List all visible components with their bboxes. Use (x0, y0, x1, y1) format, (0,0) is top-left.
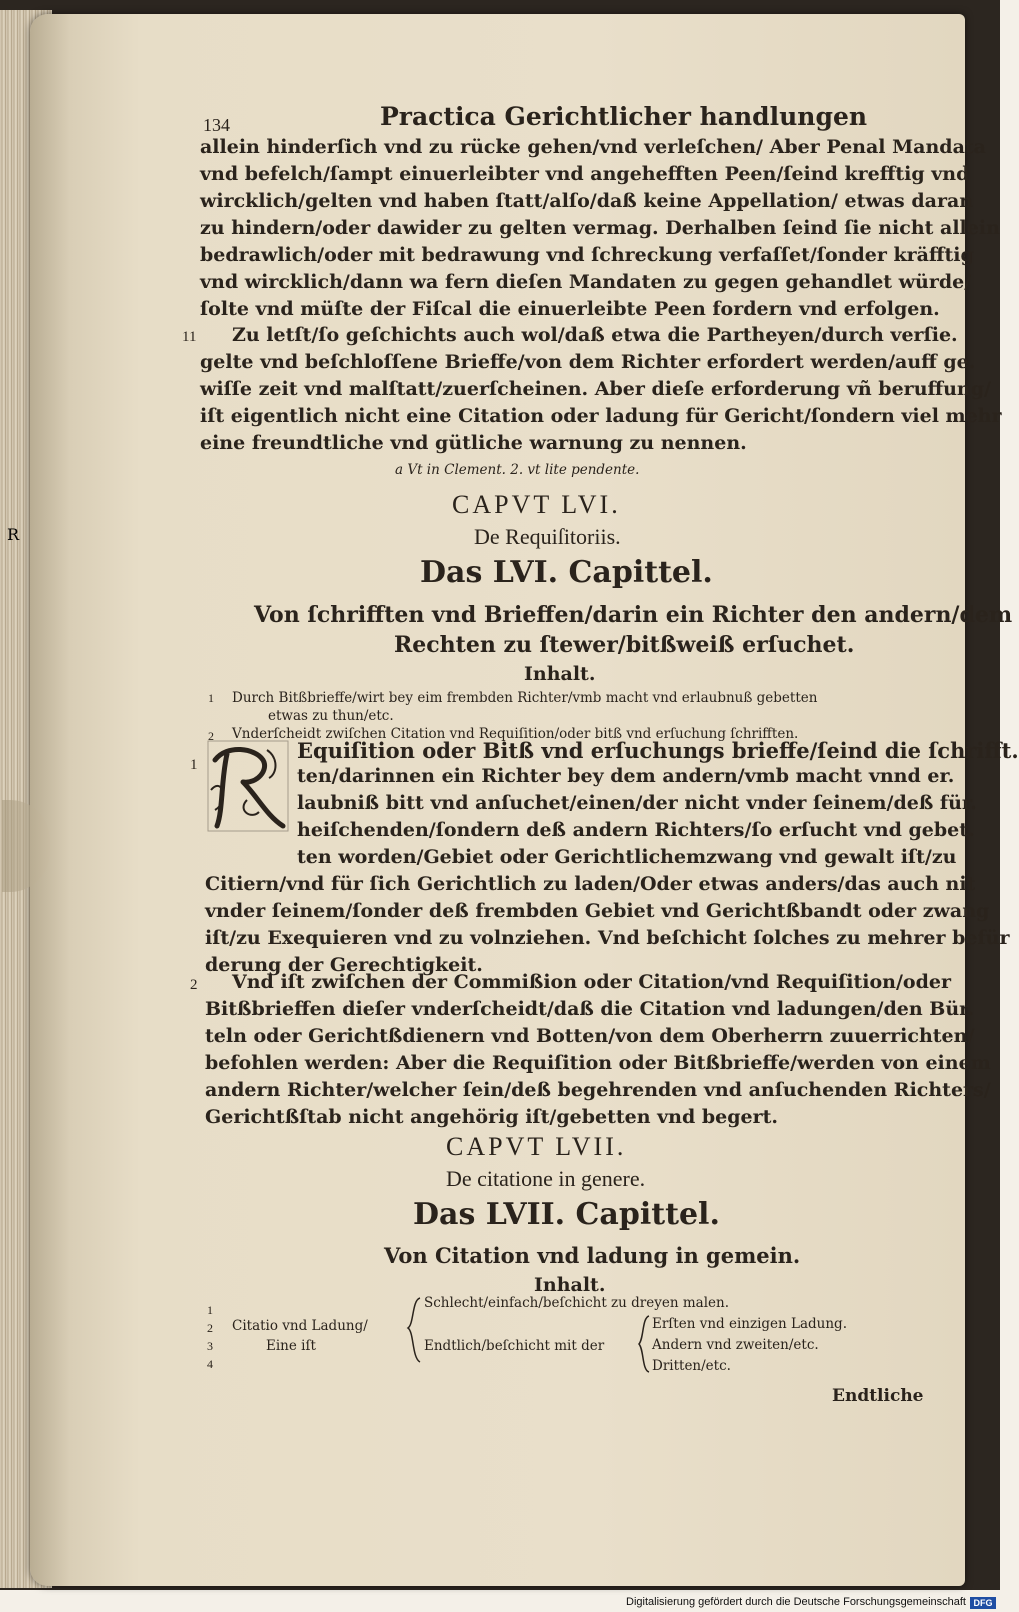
text-line: derung der Gerechtigkeit. (205, 954, 483, 976)
text-line: eine freundtliche vnd gütliche warnung zu nennen. (200, 432, 747, 454)
text-line: ſolte vnd müſte der Fiſcal die einuerleibte Peen fordern vnd erfolgen. (200, 298, 940, 320)
text-line: Zu letſt/ſo geſchichts auch wol/daß etwa die Partheyen/durch verſie. (232, 324, 958, 346)
margin-number: 1 (190, 757, 198, 773)
chapter-latin-title: De Requiſitoriis. (474, 524, 621, 549)
text-line: gelte vnd beſchloſſene Brieffe/von dem Richter erfordert werden/auff ge. (200, 351, 976, 373)
text-line: ten/darinnen ein Richter bey dem andern/vmb macht vnnd er. (297, 765, 955, 787)
text-line: zu hindern/oder dawider zu gelten vermag. Derhalben ſeind ſie nicht allein (200, 217, 1000, 239)
footnote: a Vt in Clement. 2. vt lite pendente. (395, 462, 640, 478)
digitization-credit: Digitalisierung gefördert durch die Deutsche Forschungsgemeinschaft (626, 1596, 966, 1608)
text-line: Equiſition oder Bitß vnd erſuchungs brieffe/ſeind die ſchrifft. (297, 738, 1019, 763)
chapter-german-title: Rechten zu ſtewer/bitßweiß erſuchet. (394, 632, 855, 658)
chapter-latin-title: De citatione in genere. (446, 1166, 646, 1191)
inhalt-heading: Inhalt. (534, 1274, 606, 1296)
text-line: teln oder Gerichtßdienern vnd Botten/von dem Oberherrn zuuerrichten/ (205, 1025, 975, 1047)
text-line: bedrawlich/oder mit bedrawung vnd ſchreckung verfaſſet/ſonder kräfftig (200, 244, 974, 266)
summary-line: etwas zu thun/etc. (268, 708, 394, 724)
text-line: allein hinderſich vnd zu rücke gehen/vnd verleſchen/ Aber Penal Mandata (200, 136, 986, 158)
text-line: wircklich/gelten vnd haben ſtatt/alſo/daß keine Appellation/ etwas daran (200, 190, 974, 212)
dropcap-letter: R (7, 525, 20, 544)
summary-number: 1 (207, 1303, 213, 1317)
summary-number: 3 (207, 1339, 213, 1353)
text-line: befohlen werden: Aber die Requiſition oder Bitßbrieffe/werden von einem (205, 1052, 991, 1074)
tree-sub-branch: Dritten/etc. (652, 1358, 731, 1374)
tree-root-label: Eine iſt (266, 1338, 316, 1354)
tree-root-label: Citatio vnd Ladung/ (232, 1318, 368, 1334)
tree-sub-brace (636, 1314, 652, 1374)
text-line: andern Richter/welcher ſein/deß begehrenden vnd anſuchenden Richters/ (205, 1079, 991, 1101)
chapter-german-heading: Das LVI. Capittel. (420, 555, 713, 590)
catchword: Endtliche (832, 1386, 924, 1406)
summary-number: 2 (207, 1321, 213, 1335)
page-number: 134 (203, 115, 230, 135)
summary-number: 4 (207, 1357, 213, 1371)
tree-sub-branch: Erſten vnd einzigen Ladung. (652, 1316, 847, 1332)
text-line: Vnd iſt zwiſchen der Commißion oder Citation/vnd Requiſition/oder (232, 971, 951, 993)
text-line: Citiern/vnd für ſich Gerichtlich zu laden/Oder etwas anders/das auch nit (205, 873, 976, 895)
text-line: vnder ſeinem/ſonder deß frembden Gebiet vnd Gerichtßbandt oder zwang (205, 900, 990, 922)
summary-line: Durch Bitßbrieffe/wirt bey eim frembden Richter/vmb macht vnd erlaubnuß gebetten (232, 690, 818, 706)
text-line: Gerichtßſtab nicht angehörig iſt/gebetten vnd begert. (205, 1106, 779, 1128)
margin-number: 2 (190, 977, 198, 993)
text-line: ten worden/Gebiet oder Gerichtlichemzwang vnd gewalt iſt/zu (297, 846, 957, 868)
chapter-german-title: Von ſchrifften vnd Brieffen/darin ein Richter den andern/dem (254, 602, 1013, 628)
running-head: Practica Gerichtlicher handlungen (380, 102, 868, 131)
tree-brace (404, 1296, 424, 1366)
text-line: Bitßbrieffen dieſer vnderſcheidt/daß die Citation vnd ladungen/den Bür. (205, 998, 975, 1020)
ornamental-initial-r (7, 525, 289, 832)
summary-number: 1 (208, 691, 214, 705)
text-line: laubniß bitt vnd anſuchet/einen/der nicht vnder ſeinem/deß für. (297, 792, 977, 814)
tree-branch: Schlecht/einfach/beſchicht zu dreyen malen. (424, 1295, 729, 1311)
tree-sub-branch: Andern vnd zweiten/etc. (652, 1337, 819, 1353)
text-line: vnd wircklich/dann wa fern dieſen Mandaten zu gegen gehandlet würde/ (200, 271, 972, 293)
chapter-caput: CAPVT LVII. (446, 1132, 627, 1161)
chapter-german-title: Von Citation vnd ladung in gemein. (384, 1243, 801, 1268)
margin-number: 11 (182, 329, 197, 345)
inhalt-heading: Inhalt. (524, 663, 596, 685)
text-line: wiſſe zeit vnd malſtatt/zuerſcheinen. Aber dieſe erforderung vñ beruffung/ (200, 378, 991, 400)
chapter-german-heading: Das LVII. Capittel. (413, 1197, 720, 1232)
dfg-logo: DFG (970, 1597, 996, 1609)
chapter-caput: CAPVT LVI. (452, 490, 621, 519)
summary-number: 2 (208, 729, 214, 743)
summary-line: Vnderſcheidt zwiſchen Citation vnd Requiſition/oder bitß vnd erſuchung ſchrifften. (232, 726, 799, 742)
tree-branch: Endtlich/beſchicht mit der (424, 1338, 605, 1354)
text-line: iſt/zu Exequieren vnd zu volnziehen. Vnd beſchicht ſolches zu mehrer befür (205, 927, 1010, 949)
text-line: iſt eigentlich nicht eine Citation oder ladung für Gericht/ſondern viel mehr (200, 405, 1002, 427)
text-line: vnd befelch/ſampt einuerleibter vnd angehefften Peen/ſeind krefftig vnd (200, 163, 970, 185)
text-line: heiſchenden/ſondern deß andern Richters/ſo erſucht vnd gebet. (297, 819, 975, 841)
